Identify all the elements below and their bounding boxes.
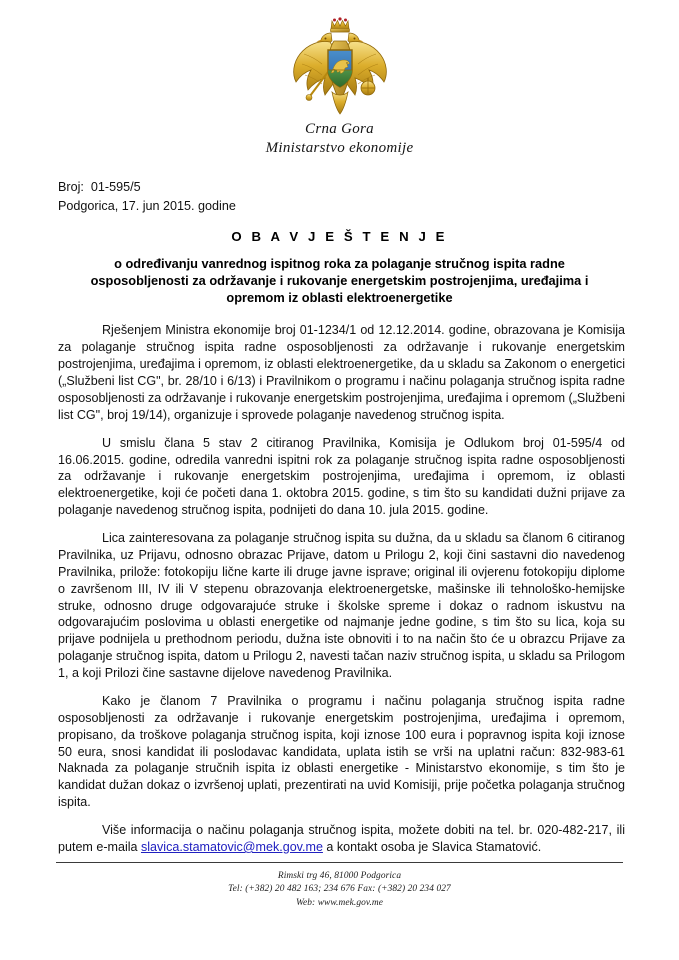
paragraph-3: Lica zainteresovana za polaganje stručnog ispita su dužna, da u skladu sa članom 6 citiranog Pravilnika, uz Prijavu, odnosno obrazac Prijave, datom u Prilogu 2, koji čini sastavni dio navedenog Pravilnika, prilože: fotokopiju lične karte ili druge javne isprave; original ili ovjerenu fotokopiju diplome o završenom III, IV ili V stepenu obrazovanja elektroenergetske, mašinske ili tehnološko-hemijske struke, odnosno druge odgovarajuće struke i školske spreme i dokaz o radnom iskustvu na odgovarajućim poslovima u oblasti energetike od najmanje jedne godine, s tim što su lica, koja su prijave podnijela u prethodnom periodu, dužna iste obnoviti i to na način što će u obrazcu Prijave za polaganje stručnog ispita, datom u Prilogu 2, navesti tačan naziv stručnog ispita, u skladu sa Prilogom 1, a koji Prilozi čine sastavne dijelove navedenog Pravilnika. (58, 531, 625, 681)
country-name: Crna Gora (305, 121, 374, 137)
contact-text-after: a kontakt osoba je Slavica Stamatović. (322, 839, 542, 854)
coat-of-arms (0, 14, 679, 118)
footer-web: Web: www.mek.gov.me (295, 897, 384, 908)
email-link[interactable]: slavica.stamatovic@mek.gov.me (140, 839, 323, 854)
page-subtitle: o određivanju vanrednog ispitnog roka za polaganje stručnog ispita radne osposobljenosti za održavanje i rukovanje energetskim postrojenjima, uređajima i opremom iz oblasti elektroenergetike (90, 256, 589, 306)
page-footer (0, 862, 679, 910)
letterhead (0, 0, 679, 158)
footer-phone-fax: Tel: (+382) 20 482 163; 234 676 Fax: (+382) 20 234 027 (228, 884, 451, 895)
page-title: O B A V J E Š T E N J E (231, 229, 448, 244)
ministry-name: Ministarstvo ekonomije (265, 139, 414, 156)
document-body (0, 322, 679, 855)
montenegro-coat-of-arms-icon (280, 14, 400, 118)
paragraph-contact (58, 822, 625, 856)
footer-contact-info (0, 870, 679, 910)
reference-place-date: Podgorica, 17. jun 2015. godine (58, 198, 236, 213)
paragraph-4: Kako je članom 7 Pravilnika o programu i načinu polaganja stručnog ispita radne osposobljenosti za održavanje i rukovanje energetskim postrojenjima, uređajima i opremom, propisano, da troškove polaganja stručnog ispita, koji iznose 100 eura i popravnog ispita koji iznose 50 eura, snosi kandidat ili poslodavac kandidata, uplata istih se vrši na uplatni račun: 832-983-61 Naknada za polaganje stručnih ispita iz oblasti energetike - Ministarstvo ekonomije, s tim što je kandidat dužan dokaz o izvršenoj uplati, prezentirati na uvid Komisiji, prije početka polaganja stručnog ispita. (58, 693, 625, 810)
reference-block (0, 178, 679, 215)
paragraph-2: U smislu člana 5 stav 2 citiranog Pravilnika, Komisija je Odlukom broj 01-595/4 od 16.06.2015. godine, odredila vanredni ispitni rok za polaganje stručnog ispita radne osposobljenosti za održavanje i rukovanje energetskim postrojenjima, uređajima i opremom, iz oblasti elektroenergetike, koji će početi dana 1. oktobra 2015. godine, s tim što su kandidati dužni prijave za polaganje navedenog stručnog ispita, podnijeti do dana 10. jula 2015. godine. (58, 435, 625, 518)
footer-divider (56, 862, 623, 863)
paragraph-1: Rješenjem Ministra ekonomije broj 01-1234/1 od 12.12.2014. godine, obrazovana je Komisija za polaganje stručnog ispita radne osposobljenosti za održavanje i rukovanje energetskim postrojenjima, uređajima i opremom, iz oblasti elektroenergetike, da u skladu sa Zakonom o energetici („Službeni list CG", br. 28/10 i 6/13) i Pravilnikom o programu i načinu polaganja stručnog ispita radne osposobljenosti za održavanje i rukovanje energetskim postrojenjima, uređajima i opremom („Službeni list CG", broj 19/14), organizuje i sprovede polaganje navedenog stručnog ispita. (58, 323, 625, 422)
reference-number: Broj: 01-595/5 (58, 180, 141, 195)
footer-address: Rimski trg 46, 81000 Podgorica (277, 871, 402, 881)
contact-text-before: Više informacija o načinu polaganja stručnog ispita, možete dobiti na tel. br. 020-482-217, ili putem e-maila (58, 823, 625, 854)
